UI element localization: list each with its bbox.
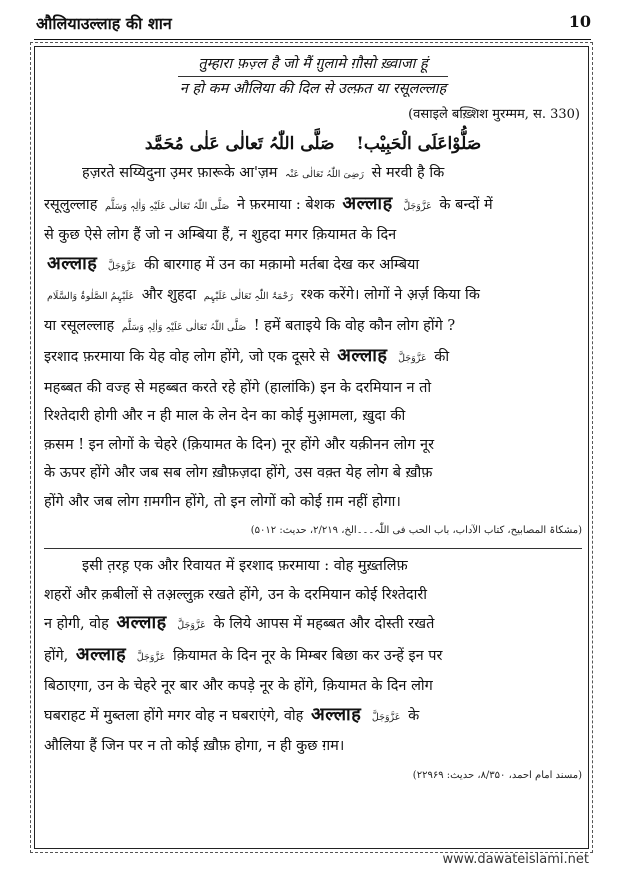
page-body: [44, 52, 582, 793]
text-fragment: के बन्दों में: [439, 196, 493, 213]
text-fragment: से मरवी है कि: [371, 165, 445, 181]
text-line: महब्बत की वज्ह से महब्बत करते रहे होंगे (हालांकि) इन के दरमियान न तो: [44, 379, 432, 396]
arabic-honorific: عَلَیْہِمُ الصَّلٰوۃُ وَالسَّلَام: [47, 291, 135, 302]
allah-word: अल्लाह: [116, 612, 167, 633]
verse-line-1: तुम्हारा फ़ज़्ल है जो मैं ग़ुलामे ग़ौसो ख़्वाजा हूं: [178, 52, 447, 77]
text-line: शहरों और क़बीलों से तअ़ल्लुक़ रखते होंगे, उन के दरमियान कोई रिश्तेदारी: [44, 586, 428, 603]
text-line: [44, 641, 582, 673]
text-line: औलिया हैं जिन पर न तो कोई ख़ौफ़ होगा, न ही कुछ ग़म।: [44, 738, 345, 754]
arabic-honorific: رَحْمَۃُ اللّٰہِ تَعَالٰی عَلَیْہِم: [203, 291, 294, 302]
running-title: औलियाउल्लाह की शान: [36, 14, 172, 33]
salawat-line: [44, 129, 582, 159]
text-fragment: या रसूलल्लाह: [44, 317, 115, 334]
text-line: के ऊपर होंगे और जब सब लोग ख़ौफ़ज़दा होंगे, उस वक़्त येह लोग बे ख़ौफ़: [44, 465, 433, 481]
verse-line-2: न हो कम औलिया की दिल से उल्फ़त या रसूलल्लाह: [179, 81, 447, 97]
text-fragment: हज़रते सय्यिदुना उ़मर फ़ारूके आ'ज़म: [82, 165, 278, 181]
text-line: [44, 281, 582, 312]
allah-word: अल्लाह: [337, 345, 388, 366]
allah-word: अल्लाह: [310, 703, 362, 725]
text-fragment: ! हमें बताइये कि वोह कौन लोग होंगे ?: [253, 317, 456, 334]
arabic-honorific: عَزَّوَجَلَّ: [398, 353, 427, 364]
allah-word: अल्लाह: [75, 643, 127, 665]
text-fragment: इरशाद फ़रमाया कि येह वोह लोग होंगे, जो एक दूसरे से: [44, 349, 330, 365]
text-fragment: न होगी, वोह: [44, 616, 109, 632]
text-line: [44, 609, 582, 641]
paragraph-1: [44, 159, 582, 516]
text-fragment: के लिये आपस में महब्बत और दोस्ती रखते: [213, 616, 435, 632]
arabic-honorific: رَضِیَ اللّٰہُ تَعَالٰی عَنْہ: [285, 169, 364, 180]
allah-word: अल्लाह: [342, 192, 393, 214]
text-fragment: रश्क करेंगे। लोगों ने अ़र्ज़ किया कि: [300, 287, 480, 303]
text-fragment: होंगे,: [44, 647, 69, 664]
text-fragment: की बारगाह में उन का मक़ामो मर्तबा देख कर अम्बिया: [144, 256, 420, 273]
verse-reference: (वसाइले बख़्शिश मुरम्मम, स. 330): [408, 107, 580, 122]
text-line: [44, 701, 582, 733]
text-fragment: ने फ़रमाया : बेशक: [236, 196, 335, 213]
arabic-honorific: عَزَّوَجَلَّ: [371, 711, 401, 723]
citation-mishkat: (مشکاۃ المصابیح، کتاب الآداب، باب الحب فی اللّٰہ۔۔۔الخ، ۲/۲۱۹، حدیث: ۵۰۱۲): [250, 525, 582, 536]
text-fragment: और शुहदा: [141, 287, 197, 303]
text-line: क़सम ! इन लोगों के चेहरे (क़ियामत के दिन) नूर होंगे और यक़ीनन लोग नूर: [44, 436, 435, 453]
text-line: बिठाएगा, उन के चेहरे नूर बार और कपड़े नूर के होंगे, क़ियामत के दिन लोग: [44, 678, 433, 694]
text-fragment: रसूलुल्लाह: [44, 196, 98, 213]
text-line: [44, 342, 582, 374]
citation-musnad: (مسند امام احمد، ۸/۳۵۰، حدیث: ۲۲۹۶۹): [412, 769, 582, 781]
text-line: [44, 190, 582, 222]
section-divider: [44, 548, 582, 549]
page-number: 10: [568, 12, 591, 31]
text-line: रिश्तेदारी होगी और न ही माल के लेन देन का कोई मुआ़मला, ख़ुदा की: [44, 408, 406, 424]
website-url: www.dawateislami.net: [442, 852, 589, 867]
text-line: से कुछ ऐसे लोग हैं जो न अम्बिया हैं, न शुहदा मगर क़ियामत के दिन: [44, 227, 397, 243]
salawat-call: صَلُّوْاعَلَی الْحَبِیْب!: [356, 134, 482, 154]
arabic-honorific: صَلَّی اللّٰہُ تَعَالٰی عَلَیْہِ وَاٰلِہٖ وَسَلَّم: [121, 321, 247, 333]
text-fragment: घबराहट में मुब्तला होंगे मगर वोह न घबराएंगे, वोह: [44, 707, 304, 724]
arabic-honorific: عَزَّوَجَلَّ: [136, 651, 166, 663]
arabic-honorific: عَزَّوَجَلَّ: [403, 200, 432, 212]
poetry-verse: [44, 52, 582, 101]
header-rule: [34, 39, 591, 40]
page-header: [36, 10, 591, 38]
paragraph-2: [44, 552, 582, 761]
text-fragment: के: [408, 707, 420, 724]
allah-word: अल्लाह: [47, 252, 98, 274]
arabic-honorific: عَزَّوَجَلَّ: [107, 260, 137, 272]
text-line: इसी त़रह़ एक और रिवायत में इरशाद फ़रमाया : वोह मुख़्तलिफ़: [82, 558, 408, 574]
text-fragment: क़ियामत के दिन नूर के मिम्बर बिछा कर उन्हें इन पर: [172, 647, 443, 664]
salawat-response: صَلَّی اللّٰہُ تَعالٰی عَلٰی مُحَمَّد: [144, 134, 335, 154]
text-line: होंगे और जब लोग ग़मगीन होंगे, तो इन लोगों को कोई ग़म नहीं होगा।: [44, 493, 401, 510]
text-line: [44, 250, 582, 282]
text-line: [44, 312, 582, 343]
text-fragment: की: [434, 349, 450, 365]
arabic-honorific: صَلَّی اللّٰہُ تَعَالٰی عَلَیْہِ وَاٰلِہٖ وَسَلَّم: [105, 200, 230, 212]
arabic-honorific: عَزَّوَجَلَّ: [177, 620, 206, 631]
text-line: [44, 159, 582, 190]
